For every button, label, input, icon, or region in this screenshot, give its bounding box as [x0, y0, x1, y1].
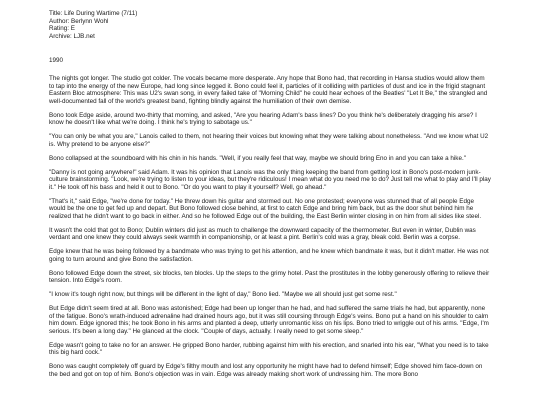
paragraph: "That's it," said Edge, "we're done for today." He threw down his guitar and stormed out. No one protested; everyone was stunned that of all people Edge would be the one to get fed up and depart. But Bono followed close behind, at first to catch Edge and bring him back, but as the door shut behind him he realized that he didn't want to go back in either. And so he followed Edge out of the building, the East Berlin winter closing in on him from all sides like steel.	[49, 197, 482, 220]
story-author: Author: Berlynn Wohl	[49, 17, 109, 25]
paragraph: Bono collapsed at the soundboard with his chin in his hands. "Well, if you really feel that way, maybe we should bring Eno in and you can take a hike."	[49, 154, 466, 162]
paragraph: Edge knew that he was being followed by a bandmate who was trying to get his attention, and he knew which bandmate it was, but it didn't matter. He was not going to turn around and give Bono the satisfaction.	[49, 248, 489, 263]
paragraph: "Danny is not going anywhere!" said Adam. It was his opinion that Lanois was the only thing keeping the band from getting lost in Bono's post-modern junk-culture brainstorming. "Look, we're trying to listen to your ideas, but they're ridiculous! I mean what do you need me to do? Just tell me what to play and I'll play it." He took off his bass and held it out to Bono. "Or do you want to play it yourself? Well, go ahead."	[49, 168, 491, 191]
paragraph: "You can only be what you are," Lanois called to them, not hearing their voices but knowing what they were talking about nonetheless. "And we know what U2 is. Why pretend to be anyone else?"	[49, 133, 489, 148]
paragraph: Bono was caught completely off guard by Edge's filthy mouth and lost any opportunity he might have had to defend himself; Edge shoved him face-down on the bed and got on top of him. Bono's objection was in vain. Edge was already making short work of undressing him. The more Bono	[49, 363, 483, 378]
story-body	[49, 75, 491, 378]
section-year: 1990	[49, 57, 64, 65]
story-rating: Rating: E	[49, 25, 75, 33]
story-title: Title: Life During Wartime (7/11)	[49, 10, 138, 17]
paragraph: The nights got longer. The studio got colder. The vocals became more desperate. Any hope that Bono had, that recording in Hansa studios would allow them to tap into the energy of the new Europe, had long since legged it. Bono could feel it, particles of it colliding with particles of dust and ice in the frigid stagnant Eastern Bloc atmosphere: This was U2's swan song, in every failed take of "Morning Child" he could hear echoes of the Beatles' "Let It Be," the strangled and well-documented fall of the world's greatest band, fighting blindly against the humiliation of their own demise.	[49, 74, 488, 105]
paragraph: Edge wasn't going to take no for an answer. He gripped Bono harder, rubbing against him with his erection, and snarled into his ear, "What you need is to take this big hard cock."	[49, 341, 489, 357]
paragraph: "I know it's tough right now, but things will be different in the light of day," Bono lied. "Maybe we all should just get some rest."	[49, 291, 397, 299]
paragraph: It wasn't the cold that got to Bono; Dublin winters did just as much to challenge the downward capacity of the thermometer. But even in winter, Dublin was verdant and one knew they could always seek warmth in companionship, or at least a pint. Berlin's cold was a gray, bleak cold. Berlin was a corpse.	[49, 226, 476, 242]
story-page	[49, 10, 491, 385]
paragraph: But Edge didn't seem tired at all. Bono was astonished; Edge had been up longer than he had, and had suffered the same trials he had, but apparently, none of the fatigue. Bono's wrath-induced adrenaline had drained hours ago, but it was still coursing through Edge's veins. Bono put a hand on his shoulder to calm him down. Edge ignored this; he took Bono in his arms and planted a deep, utterly unromantic kiss on his lips. Bono tried to wriggle out of his arms. "Edge, I'm serious. It's been a long day." He glanced at the clock. "Couple of days, actually. I really need to get some sleep."	[49, 305, 489, 335]
story-header	[49, 10, 491, 40]
story-archive: Archive: LJB.net	[49, 32, 95, 40]
paragraph: Bono took Edge aside, around two-thirty that morning, and asked, "Are you hearing Adam's bass lines? Do you think he's deliberately dragging his arse? I know he doesn't like what we're doing. I think he's trying to sabotage us."	[49, 111, 477, 127]
paragraph: Bono followed Edge down the street, six blocks, ten blocks. Up the steps to the grimy hotel. Past the prostitutes in the lobby generously offering to relieve their tension. Into Edge's room.	[49, 269, 490, 285]
